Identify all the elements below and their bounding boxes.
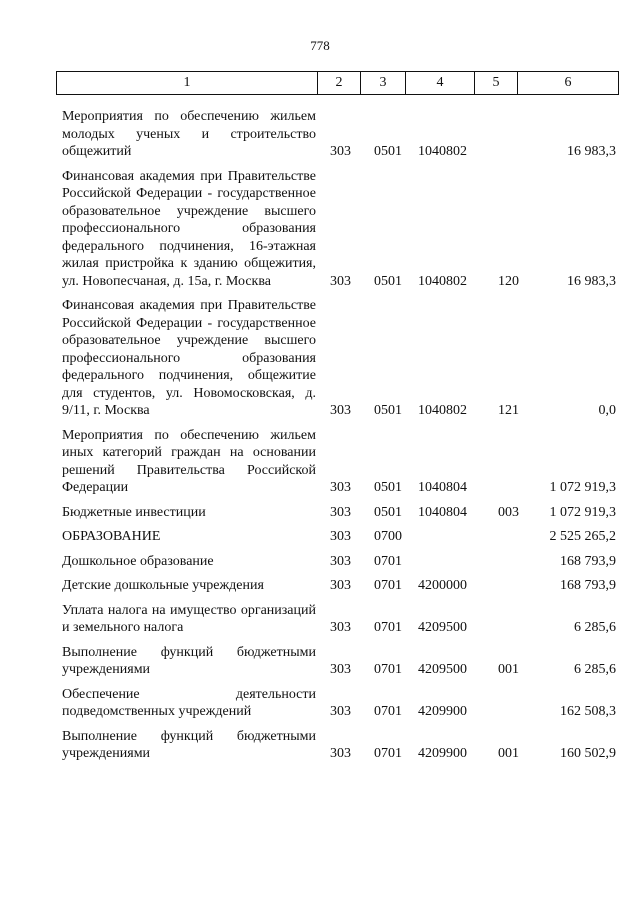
budget-rows [56,108,616,770]
row-name: Выполнение функций бюджетными учреждениями [62,644,316,677]
row-code-ministry: 303 [330,746,351,761]
table-row [56,686,616,721]
row-name: Выполнение функций бюджетными учреждениями [62,728,316,761]
row-code-target: 4209500 [418,620,467,635]
row-code-ministry: 303 [330,578,351,593]
column-header-1: 1 [57,72,318,95]
row-code-ministry: 303 [330,662,351,677]
row-name: Детские дошкольные учреждения [62,578,264,593]
row-amount: 162 508,3 [560,704,616,719]
row-code-section: 0701 [374,578,402,593]
row-name: Мероприятия по обеспечению жильем иных категорий граждан на основании решений Правительства Российской Федерации [62,427,316,495]
row-code-section: 0701 [374,620,402,635]
row-code-ministry: 303 [330,553,351,569]
row-amount: 16 983,3 [567,144,616,159]
row-code-ministry: 303 [330,144,351,159]
table-row [56,644,616,679]
row-name: Уплата налога на имущество организаций и земельного налога [62,602,316,635]
column-header-3: 3 [361,72,406,95]
row-amount: 1 072 919,3 [549,504,616,520]
row-code-ministry: 303 [330,620,351,635]
row-code-ministry: 303 [330,529,351,544]
row-code-type: 003 [498,504,519,520]
row-amount: 2 525 265,2 [549,529,616,544]
table-row [56,728,616,763]
table-row [56,427,616,497]
row-code-section: 0701 [374,704,402,719]
row-code-target: 1040802 [418,403,467,418]
row-name: Финансовая академия при Правительстве Российской Федерации - государственное образовательное учреждение высшего профессионального образования федерального подчинения, 16-этажная жилая пристройка к зданию общежития, ул. Новопесчаная, д. 15а, г. Москва [62,168,316,289]
row-code-ministry: 303 [330,403,351,418]
row-code-section: 0501 [374,480,402,495]
row-amount: 160 502,9 [560,746,616,761]
row-code-target: 4209900 [418,704,467,719]
row-code-section: 0700 [374,529,402,544]
row-name: Дошкольное образование [62,553,214,569]
row-code-section: 0501 [374,273,402,289]
column-header-row [57,72,619,95]
row-code-section: 0701 [374,553,402,569]
row-amount: 1 072 919,3 [549,480,616,495]
row-code-section: 0701 [374,662,402,677]
column-header-6: 6 [518,72,619,95]
table-row [56,504,616,522]
row-code-section: 0501 [374,144,402,159]
row-code-target: 4209900 [418,746,467,761]
column-header-5: 5 [475,72,518,95]
row-code-target: 1040804 [418,480,467,495]
row-name: Мероприятия по обеспечению жильем молодых ученых и строительство общежитий [62,109,316,159]
table-row [56,108,616,161]
table-row [56,297,616,420]
row-name: Бюджетные инвестиции [62,504,206,520]
row-code-type: 001 [498,746,519,761]
page-number: 778 [310,38,330,53]
row-amount: 6 285,6 [574,620,616,635]
row-code-type: 121 [498,403,519,418]
row-name: Обеспечение деятельности подведомственных учреждений [62,686,316,719]
row-code-type: 120 [498,273,519,289]
table-row [56,528,616,546]
row-code-target: 1040802 [418,273,467,289]
row-code-section: 0501 [374,504,402,520]
row-code-ministry: 303 [330,273,351,289]
row-code-ministry: 303 [330,480,351,495]
row-amount: 0,0 [598,403,616,418]
column-header-table [56,71,619,95]
row-code-type: 001 [498,662,519,677]
column-header-2: 2 [318,72,361,95]
row-code-section: 0501 [374,403,402,418]
row-code-target: 1040802 [418,144,467,159]
row-code-target: 1040804 [418,504,467,520]
row-code-ministry: 303 [330,504,351,520]
row-name: ОБРАЗОВАНИЕ [62,529,161,544]
row-amount: 6 285,6 [574,662,616,677]
row-code-ministry: 303 [330,704,351,719]
row-code-target: 4200000 [418,578,467,593]
column-header-4: 4 [406,72,475,95]
table-row [56,577,616,595]
row-code-target: 4209500 [418,662,467,677]
table-row [56,553,616,571]
table-row [56,168,616,291]
table-row [56,602,616,637]
row-amount: 16 983,3 [567,273,616,289]
row-name: Финансовая академия при Правительстве Российской Федерации - государственное образовательное учреждение высшего профессионального образования федерального подчинения, общежитие для студентов, ул. Новомосковская, д. 9/11, г. Москва [62,298,316,418]
row-code-section: 0701 [374,746,402,761]
row-amount: 168 793,9 [560,578,616,593]
row-amount: 168 793,9 [560,553,616,569]
